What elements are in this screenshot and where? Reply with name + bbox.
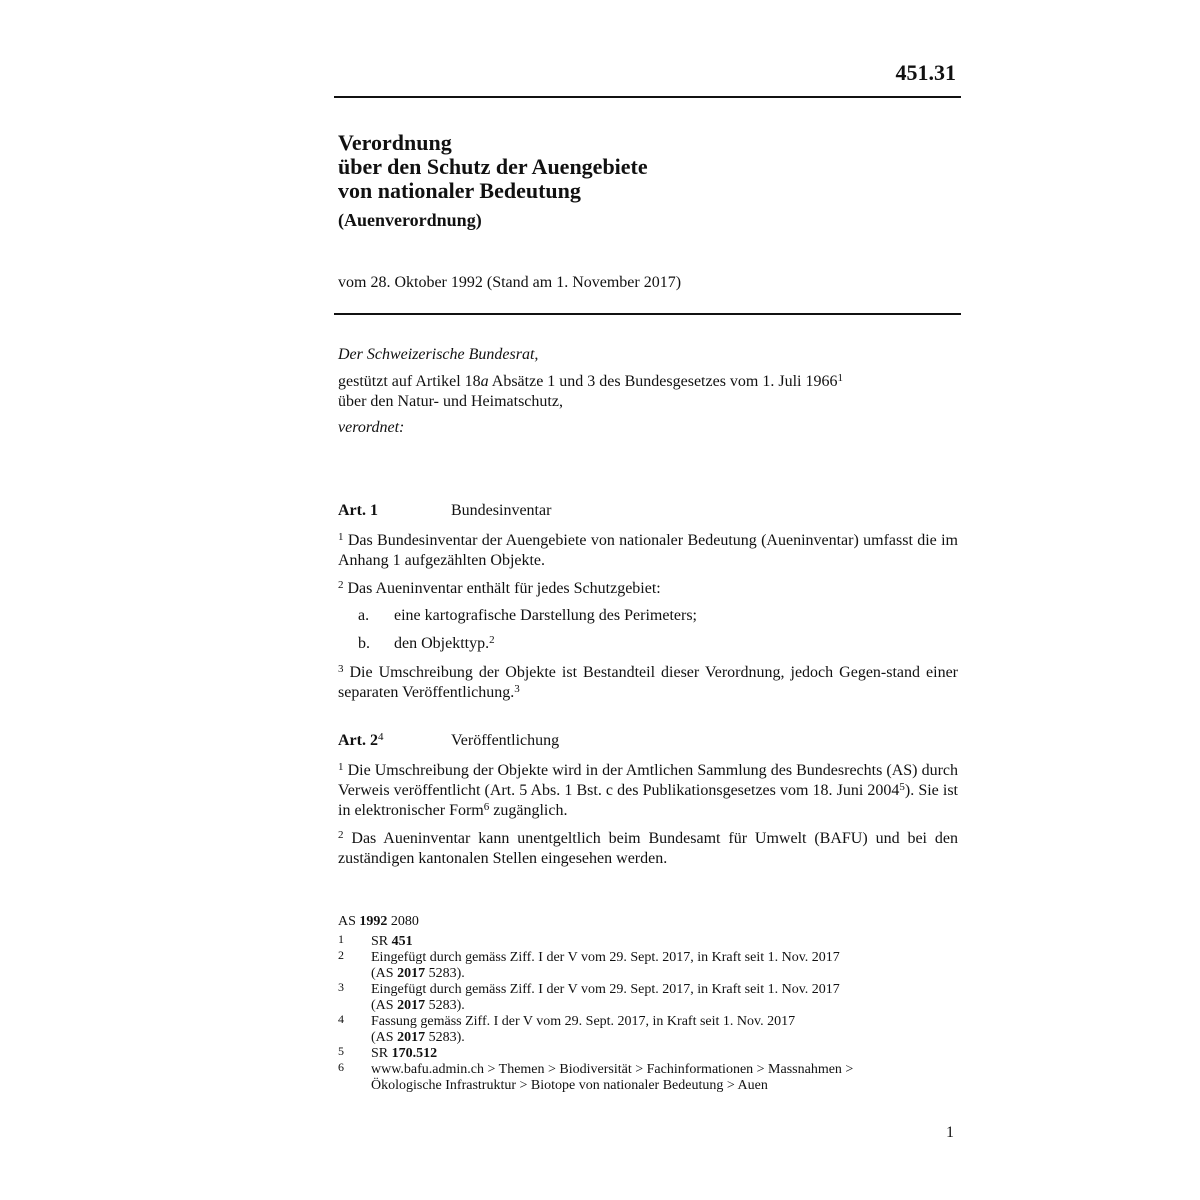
list-item-b (394, 635, 495, 653)
paragraph-text: Das Aueninventar kann unentgeltlich beim Bundesamt für Umwelt (BAFU) und bei den zuständigen kantonalen Stellen eingesehen werden. (338, 830, 958, 867)
as-year: 1992 (359, 914, 388, 929)
footnote-4-line-2c: 5283). (425, 1030, 465, 1045)
document-title (338, 131, 648, 203)
art2-title: Veröffentlichung (451, 732, 560, 749)
list-item-a: eine kartografische Darstellung des Perimeters; (394, 607, 697, 624)
footnote-ref-2[interactable]: 2 (489, 634, 495, 646)
as-prefix: AS (338, 914, 360, 929)
paragraph-text-b: ). Sie ist in elektronischer Form (338, 782, 959, 819)
paragraph-number: 2 (338, 829, 344, 841)
preamble-basis (338, 372, 843, 412)
footnote-3-line-2b: 2017 (397, 998, 426, 1013)
paragraph-text-c: zugänglich. (489, 802, 568, 819)
art2-number (338, 732, 451, 750)
footnote-4-line-2b: 2017 (397, 1030, 426, 1045)
footnote-1 (371, 934, 413, 950)
footnote-ref-1[interactable]: 1 (837, 372, 843, 384)
footnote-ref-5[interactable]: 5 (899, 781, 905, 793)
art1-heading (338, 502, 551, 520)
title-line-2: über den Schutz der Auengebiete (338, 154, 648, 179)
basis-text-italic: a (480, 373, 489, 390)
footnote-6 (371, 1062, 853, 1094)
list-item-b-text: den Objekttyp. (394, 635, 490, 652)
paragraph-text: Das Aueninventar enthält für jedes Schutzgebiet: (343, 580, 661, 597)
art2-number-text: Art. 2 (338, 732, 378, 749)
footnote-number-2: 2 (338, 948, 344, 962)
preamble-decree: verordnet: (338, 419, 405, 436)
footnote-number-6: 6 (338, 1060, 344, 1074)
art1-paragraph-1 (338, 531, 958, 571)
footnote-3-line-2c: 5283). (425, 998, 465, 1013)
art2-paragraph-1 (338, 761, 958, 821)
basis-text-b: Absätze 1 und 3 des Bundesgesetzes vom 1. Juli 1966 (488, 373, 838, 390)
paragraph-number: 3 (338, 663, 344, 675)
short-title: (Auenverordnung) (338, 210, 482, 230)
art2-paragraph-2 (338, 829, 958, 869)
footnote-ref-4[interactable]: 4 (377, 731, 384, 743)
title-rule (334, 313, 961, 315)
preamble-authority: Der Schweizerische Bundesrat, (338, 346, 539, 363)
footnote-5-bold: 170.512 (391, 1046, 438, 1061)
paragraph-text: Die Umschreibung der Objekte ist Bestandteil dieser Verordnung, jedoch Gegen-stand einer separaten Veröffentlichung. (338, 664, 958, 701)
footnote-3-line-2a: (AS (371, 998, 398, 1013)
basis-text-a: gestützt auf Artikel 18 (338, 373, 481, 390)
art2-heading (338, 732, 559, 750)
page-number: 1 (946, 1124, 954, 1141)
footnote-5-text: SR (371, 1046, 392, 1061)
footnote-4-line-2a: (AS (371, 1030, 398, 1045)
footnote-2 (371, 950, 840, 982)
title-line-1: Verordnung (338, 130, 452, 155)
art1-number: Art. 1 (338, 502, 378, 519)
paragraph-number: 1 (338, 531, 344, 543)
footnote-2-line-1: Eingefügt durch gemäss Ziff. I der V vom 29. Sept. 2017, in Kraft seit 1. Nov. 2017 (371, 950, 840, 965)
title-line-3: von nationaler Bedeutung (338, 178, 581, 203)
art1-paragraph-3 (338, 663, 958, 703)
as-page: 2080 (387, 914, 419, 929)
paragraph-number: 2 (338, 579, 344, 591)
footnote-number-5: 5 (338, 1044, 344, 1058)
list-marker-b: b. (358, 635, 370, 652)
date-line: vom 28. Oktober 1992 (Stand am 1. November 2017) (338, 274, 682, 291)
art1-paragraph-2 (338, 579, 958, 599)
footnote-1-text: SR (371, 934, 392, 949)
footnote-2-line-2a: (AS (371, 966, 398, 981)
paragraph-text-a: Die Umschreibung der Objekte wird in der Amtlichen Sammlung des Bundesrechts (AS) durch Verweis veröffentlicht (Art. 5 Abs. 1 Bst. c des Publikationsgesetzes vom 18. Juni 2004 (338, 762, 958, 799)
as-reference (338, 914, 419, 930)
footnote-2-line-2c: 5283). (425, 966, 465, 981)
list-marker-a: a. (358, 607, 370, 624)
footnote-6-line-2: Ökologische Infrastruktur > Biotope von nationaler Bedeutung > Auen (371, 1078, 768, 1093)
top-rule (334, 96, 961, 98)
footnote-3-line-1: Eingefügt durch gemäss Ziff. I der V vom 29. Sept. 2017, in Kraft seit 1. Nov. 2017 (371, 982, 840, 997)
paragraph-number: 1 (338, 761, 344, 773)
footnote-2-line-2b: 2017 (397, 966, 426, 981)
footnote-6-line-1[interactable]: www.bafu.admin.ch > Themen > Biodiversität > Fachinformationen > Massnahmen > (371, 1062, 854, 1077)
footnote-number-4: 4 (338, 1012, 344, 1026)
footnote-ref-3[interactable]: 3 (514, 683, 520, 695)
footnote-number-1: 1 (338, 932, 344, 946)
sr-number: 451.31 (895, 60, 956, 85)
footnote-5 (371, 1046, 437, 1062)
footnote-1-bold: 451 (391, 934, 413, 949)
paragraph-text: Das Bundesinventar der Auengebiete von nationaler Bedeutung (Aueninventar) umfasst die im Anhang 1 aufgezählten Objekte. (338, 532, 958, 569)
footnote-number-3: 3 (338, 980, 344, 994)
footnote-ref-6[interactable]: 6 (483, 801, 490, 813)
footnote-4 (371, 1014, 795, 1046)
footnote-3 (371, 982, 840, 1014)
basis-line-2: über den Natur- und Heimatschutz, (338, 393, 563, 410)
art1-title: Bundesinventar (451, 502, 552, 519)
footnote-4-line-1: Fassung gemäss Ziff. I der V vom 29. Sept. 2017, in Kraft seit 1. Nov. 2017 (371, 1014, 796, 1029)
